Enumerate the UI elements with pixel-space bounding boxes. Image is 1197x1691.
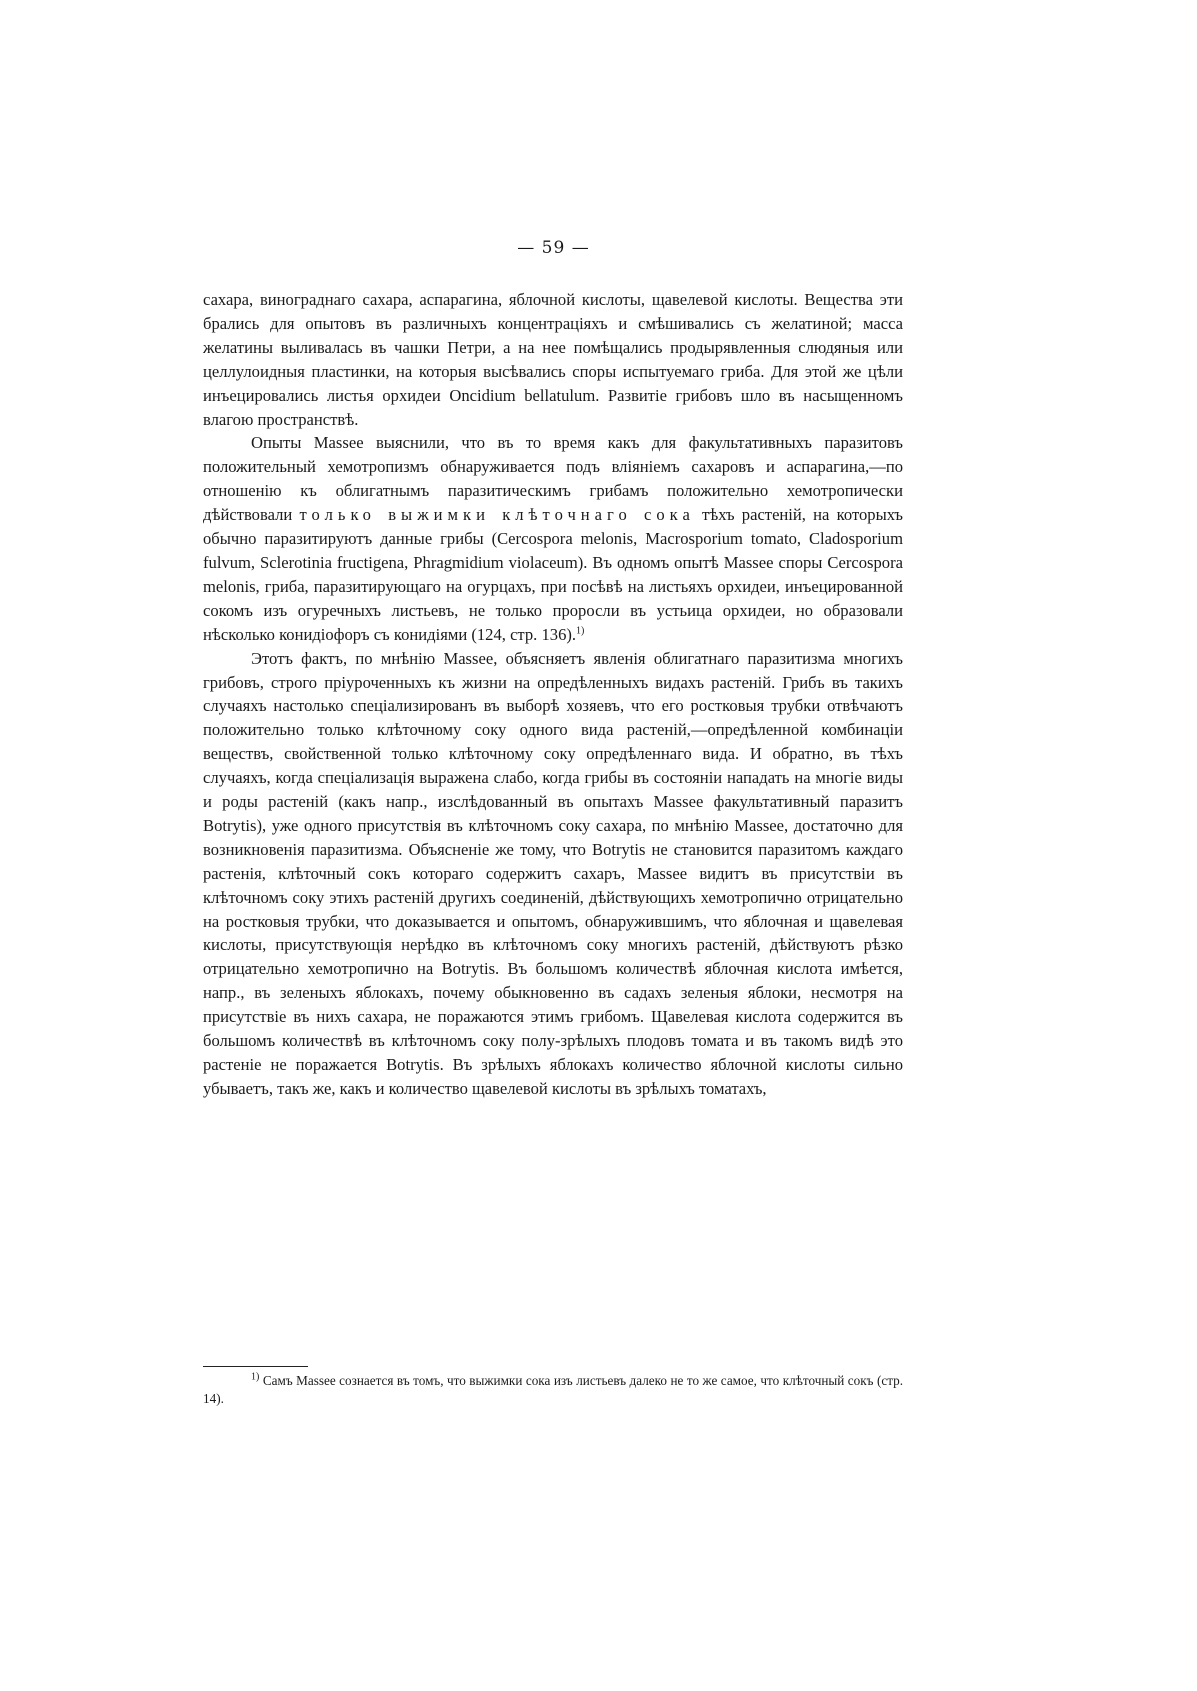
paragraph-2 [203,431,903,646]
page-number: — 59 — [517,238,590,258]
main-text [203,288,903,1101]
paragraph-2-part-1: Опыты Massee выяснили, что въ то время какъ для факультативныхъ паразитовъ положительный хемотропизмъ обнаруживается подъ вліяніемъ сахаровъ и аспарагина,—по отношенію къ облигатнымъ паразитическимъ грибамъ положительно хемотропически дѣйствовали [203,433,903,525]
paragraph-1: сахара, винограднаго сахара, аспарагина, яблочной кислоты, щавелевой кислоты. Вещества эти брались для опытовъ въ различныхъ концентраціяхъ и смѣшивались съ желатиной; масса желатины выливалась въ чашки Петри, а на нее помѣщались продырявленныя слюдяныя или целлулоидныя пластинки, на которыя высѣвались споры испытуемаго гриба. Для этой же цѣли инъецировались листья орхидеи Oncidium bellatulum. Развитіе грибовъ шло въ насыщенномъ влагою пространствѣ. [203,290,903,429]
footnote-marker: 1) [251,1371,260,1383]
footnote-divider [203,1366,308,1367]
paragraph-2-part-2: тѣхъ растеній, на которыхъ обычно паразитируютъ данные грибы (Cercospora melonis, Macrosporium tomato, Cladosporium fulvum, Sclerotinia fructigena, Phragmidium violaceum). Въ одномъ опытѣ Massee споры Cercospora melonis, гриба, паразитирующаго на огурцахъ, при посѣвѣ на листьяхъ орхидеи, инъецированной сокомъ изъ огуречныхъ листьевъ, не только проросли въ устьица орхидеи, но образовали нѣсколько конидіофоръ съ конидіями (124, стр. 136). [203,505,903,644]
footnote [203,1372,903,1408]
paragraph-2-spaced-emphasis: только выжимки клѣточнаго сока [299,505,695,525]
footnote-reference: 1) [576,625,585,637]
footnote-text: Самъ Massee сознается въ томъ, что выжимки сока изъ листьевъ далеко не то же самое, что клѣточный сокъ (стр. 14). [203,1373,904,1406]
paragraph-3: Этотъ фактъ, по мнѣнію Massee, объясняетъ явленія облигатнаго паразитизма многихъ грибовъ, строго пріуроченныхъ къ жизни на опредѣленныхъ видахъ растеній. Грибъ въ такихъ случаяхъ настолько спеціализированъ въ выборѣ хозяевъ, что его ростковыя трубки отвѣчаютъ положительно только клѣточному соку одного вида растеній,—опредѣленной комбинаціи веществъ, свойственной только клѣточному соку опредѣленнаго вида. И обратно, въ тѣхъ случаяхъ, когда спеціализація выражена слабо, когда грибы въ состояніи нападать на многіе виды и роды растеній (какъ напр., изслѣдованный въ опытахъ Massee факультативный паразитъ Botrytis), уже одного присутствія въ клѣточномъ соку сахара, по мнѣнію Massee, достаточно для возникновенія паразитизма. Объясненіе же тому, что Botrytis не становится паразитомъ каждаго растенія, клѣточный сокъ котораго содержитъ сахаръ, Massee видитъ въ присутствіи въ клѣточномъ соку этихъ растеній другихъ соединеній, дѣйствующихъ хемотропично отрицательно на ростковыя трубки, что доказывается и опытомъ, обнаружившимъ, что яблочная и щавелевая кислоты, присутствующія нерѣдко въ клѣточномъ соку многихъ растеній, дѣйствуютъ рѣзко отрицательно хемотропично на Botrytis. Въ большомъ количествѣ яблочная кислота имѣется, напр., въ зеленыхъ яблокахъ, почему обыкновенно въ садахъ зеленыя яблоки, несмотря на присутствіе въ нихъ сахара, не поражаются этимъ грибомъ. Щавелевая кислота содержится въ большомъ количествѣ въ клѣточномъ соку полу-зрѣлыхъ плодовъ томата и въ такомъ видѣ это растеніе не поражается Botrytis. Въ зрѣлыхъ яблокахъ количество яблочной кислоты сильно убываетъ, такъ же, какъ и количество щавелевой кислоты въ зрѣлыхъ томатахъ, [203,648,903,1098]
